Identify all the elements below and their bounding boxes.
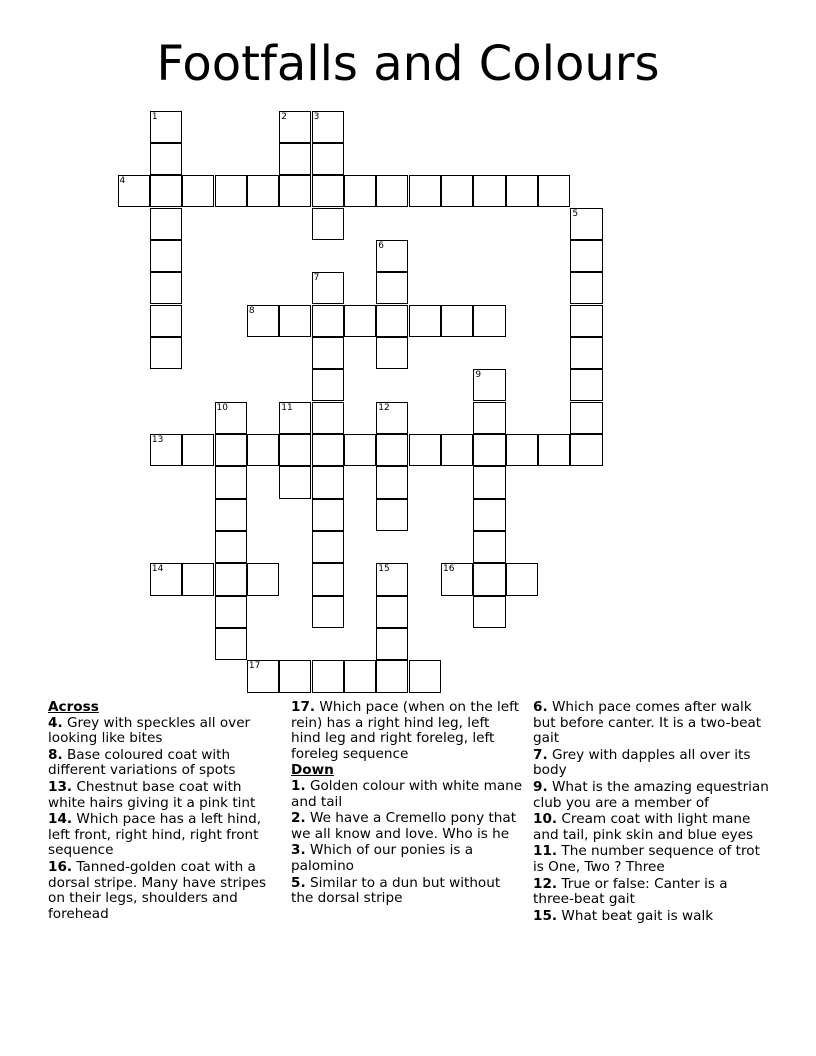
grid-cell[interactable] xyxy=(344,660,376,692)
clues-column-3 xyxy=(533,700,769,925)
clue-number: 6 xyxy=(378,240,385,251)
grid-cell[interactable] xyxy=(570,402,602,434)
down-heading: Down xyxy=(291,762,334,779)
clue-number: 7 xyxy=(313,273,320,284)
grid-cell[interactable] xyxy=(376,628,408,660)
grid-cell[interactable] xyxy=(247,660,279,692)
grid-cell[interactable] xyxy=(473,466,505,498)
grid-cell[interactable] xyxy=(473,499,505,531)
grid-cell[interactable] xyxy=(215,175,247,207)
grid-cell[interactable] xyxy=(150,111,182,143)
grid-cell[interactable] xyxy=(312,402,344,434)
grid-cell[interactable] xyxy=(182,434,214,466)
grid-cell[interactable] xyxy=(473,369,505,401)
grid-cell[interactable] xyxy=(473,175,505,207)
grid-cell[interactable] xyxy=(215,402,247,434)
grid-cell[interactable] xyxy=(441,434,473,466)
grid-cell[interactable] xyxy=(473,305,505,337)
grid-cell[interactable] xyxy=(506,434,538,466)
grid-cell[interactable] xyxy=(215,596,247,628)
grid-cell[interactable] xyxy=(312,305,344,337)
grid-cell[interactable] xyxy=(441,563,473,595)
grid-cell[interactable] xyxy=(376,272,408,304)
grid-cell[interactable] xyxy=(312,466,344,498)
grid-cell[interactable] xyxy=(215,531,247,563)
clue-down-7: 7. Grey with dapples all over its body xyxy=(533,746,751,779)
grid-cell[interactable] xyxy=(570,305,602,337)
across-heading: Across xyxy=(48,699,99,715)
grid-cell[interactable] xyxy=(279,143,311,175)
grid-cell[interactable] xyxy=(506,175,538,207)
grid-cell[interactable] xyxy=(215,628,247,660)
grid-cell[interactable] xyxy=(150,143,182,175)
grid-cell[interactable] xyxy=(312,596,344,628)
grid-cell[interactable] xyxy=(279,111,311,143)
clue-number: 10 xyxy=(216,402,228,413)
grid-cell[interactable] xyxy=(473,563,505,595)
grid-cell[interactable] xyxy=(538,175,570,207)
grid-cell[interactable] xyxy=(150,434,182,466)
grid-cell[interactable] xyxy=(312,499,344,531)
clue-number: 3 xyxy=(313,111,320,122)
grid-cell[interactable] xyxy=(473,434,505,466)
clue-number: 4 xyxy=(119,176,126,187)
grid-cell[interactable] xyxy=(312,272,344,304)
clue-number: 17 xyxy=(248,661,261,672)
grid-cell[interactable] xyxy=(473,596,505,628)
clue-down-15: 15. What beat gait is walk xyxy=(533,907,714,924)
clue-down-3: 3. Which of our ponies is a palomino xyxy=(291,842,474,874)
grid-cell[interactable] xyxy=(150,563,182,595)
clue-down-2: 2. We have a Cremello pony that we all know and love. Who is he xyxy=(291,810,517,842)
grid-cell[interactable] xyxy=(376,402,408,434)
grid-cell[interactable] xyxy=(182,175,214,207)
clue-across-16: 16. Tanned-golden coat with a dorsal stripe. Many have stripes on their legs, shoulders and forehead xyxy=(48,858,267,922)
grid-cell[interactable] xyxy=(376,499,408,531)
grid-cell[interactable] xyxy=(570,240,602,272)
grid-cell[interactable] xyxy=(344,305,376,337)
grid-cell[interactable] xyxy=(376,434,408,466)
grid-cell[interactable] xyxy=(376,337,408,369)
clue-number: 1 xyxy=(151,111,158,122)
grid-cell[interactable] xyxy=(344,434,376,466)
puzzle-title: Footfalls and Colours xyxy=(156,36,660,92)
grid-cell[interactable] xyxy=(215,563,247,595)
grid-cell[interactable] xyxy=(312,111,344,143)
clues-column-2 xyxy=(291,700,523,908)
clue-across-13: 13. Chestnut base coat with white hairs giving it a pink tint xyxy=(48,778,256,811)
grid-cell[interactable] xyxy=(538,434,570,466)
clue-number: 5 xyxy=(572,208,579,219)
clue-across-14: 14. Which pace has a left hind, left front, right hind, right front sequence xyxy=(48,811,262,859)
grid-cell[interactable] xyxy=(409,175,441,207)
grid-cell[interactable] xyxy=(150,240,182,272)
clue-down-5: 5. Similar to a dun but without the dorsal stripe xyxy=(291,874,501,907)
clue-across-8: 8. Base coloured coat with different variations of spots xyxy=(48,746,236,779)
grid-cell[interactable] xyxy=(312,369,344,401)
clue-number: 15 xyxy=(378,564,390,575)
grid-cell[interactable] xyxy=(312,175,344,207)
grid-cell[interactable] xyxy=(247,175,279,207)
grid-cell[interactable] xyxy=(118,175,150,207)
clue-down-12: 12. True or false: Canter is a three-beat gait xyxy=(533,875,728,908)
grid-cell[interactable] xyxy=(312,531,344,563)
grid-cell[interactable] xyxy=(215,434,247,466)
grid-cell[interactable] xyxy=(150,208,182,240)
grid-cell[interactable] xyxy=(506,563,538,595)
grid-cell[interactable] xyxy=(570,272,602,304)
grid-cell[interactable] xyxy=(376,660,408,692)
grid-cell[interactable] xyxy=(312,208,344,240)
grid-cell[interactable] xyxy=(312,563,344,595)
grid-cell[interactable] xyxy=(150,272,182,304)
grid-cell[interactable] xyxy=(376,563,408,595)
clue-number: 16 xyxy=(443,564,455,575)
grid-cell[interactable] xyxy=(247,305,279,337)
grid-cell[interactable] xyxy=(215,466,247,498)
grid-cell[interactable] xyxy=(150,175,182,207)
grid-cell[interactable] xyxy=(279,466,311,498)
grid-cell[interactable] xyxy=(279,175,311,207)
clue-down-10: 10. Cream coat with light mane and tail, pink skin and blue eyes xyxy=(533,811,754,843)
clue-number: 12 xyxy=(378,402,390,413)
grid-cell[interactable] xyxy=(376,305,408,337)
grid-cell[interactable] xyxy=(279,660,311,692)
clue-number: 14 xyxy=(151,564,164,575)
grid-cell[interactable] xyxy=(376,596,408,628)
grid-cell[interactable] xyxy=(376,240,408,272)
grid-cell[interactable] xyxy=(409,434,441,466)
grid-cell[interactable] xyxy=(473,531,505,563)
clue-down-11: 11. The number sequence of trot is One, Two ? Three xyxy=(533,843,760,875)
clue-number: 2 xyxy=(281,111,287,122)
clue-across-4: 4. Grey with speckles all over looking like bites xyxy=(48,714,251,747)
clue-down-6: 6. Which pace comes after walk but before canter. It is a two-beat gait xyxy=(533,699,762,747)
grid-cell[interactable] xyxy=(344,175,376,207)
clue-across-17: 17. Which pace (when on the left rein) has a right hind leg, left hind leg and right foreleg, left foreleg sequence xyxy=(291,699,520,762)
clue-number: 8 xyxy=(248,305,255,316)
grid-cell[interactable] xyxy=(279,434,311,466)
grid-cell[interactable] xyxy=(441,175,473,207)
grid-cell[interactable] xyxy=(376,466,408,498)
grid-cell[interactable] xyxy=(247,434,279,466)
clue-number: 13 xyxy=(151,435,164,445)
grid-cell[interactable] xyxy=(409,660,441,692)
grid-cell[interactable] xyxy=(409,305,441,337)
grid-cell[interactable] xyxy=(279,305,311,337)
grid-cell[interactable] xyxy=(312,660,344,692)
clue-down-9: 9. What is the amazing equestrian club you are a member of xyxy=(533,778,769,811)
grid-cell[interactable] xyxy=(312,143,344,175)
grid-cell[interactable] xyxy=(570,369,602,401)
grid-cell[interactable] xyxy=(376,175,408,207)
grid-cell[interactable] xyxy=(570,337,602,369)
clues-column-1 xyxy=(48,700,280,923)
grid-cell[interactable] xyxy=(473,402,505,434)
grid-cell[interactable] xyxy=(312,337,344,369)
clue-down-1: 1. Golden colour with white mane and tail xyxy=(291,777,523,810)
clue-number: 11 xyxy=(281,402,293,413)
grid-cell[interactable] xyxy=(247,563,279,595)
grid-cell[interactable] xyxy=(279,402,311,434)
grid-cell[interactable] xyxy=(150,305,182,337)
grid-cell[interactable] xyxy=(182,563,214,595)
grid-cell[interactable] xyxy=(441,305,473,337)
clue-number: 9 xyxy=(475,370,482,381)
grid-cell[interactable] xyxy=(312,434,344,466)
grid-cell[interactable] xyxy=(570,434,602,466)
grid-cell[interactable] xyxy=(150,337,182,369)
grid-cell[interactable] xyxy=(215,499,247,531)
grid-cell[interactable] xyxy=(570,208,602,240)
